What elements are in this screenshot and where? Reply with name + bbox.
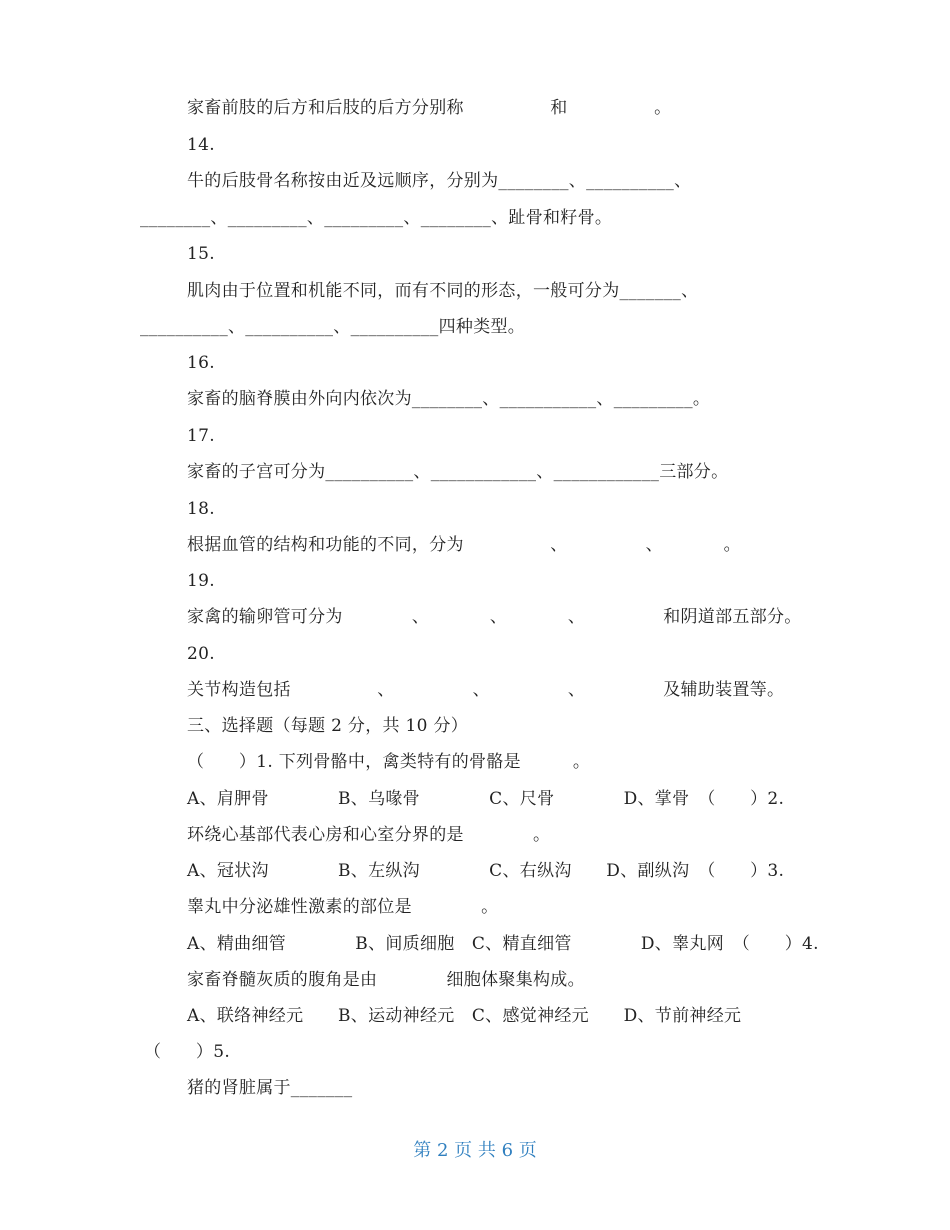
text-line: __________、__________、__________四种类型。	[140, 317, 526, 337]
choice-question: 环绕心基部代表心房和心室分界的是 。	[187, 825, 551, 845]
text-line: ________、_________、_________、________、趾骨和籽骨。	[140, 208, 613, 228]
question-number: 18.	[187, 499, 215, 519]
choice-options: A、联络神经元 B、运动神经元 C、感觉神经元 D、节前神经元	[187, 1006, 742, 1026]
question-number: 16.	[187, 353, 215, 373]
question-number: 20.	[187, 644, 215, 664]
choice-options: A、冠状沟 B、左纵沟 C、右纵沟 D、副纵沟 （ ）3.	[187, 861, 785, 881]
question-number: 19.	[187, 571, 215, 591]
text-line: 家畜的脑脊膜由外向内依次为________、___________、_________。	[187, 389, 711, 409]
choice-options: A、肩胛骨 B、乌喙骨 C、尺骨 D、掌骨 （ ）2.	[187, 789, 785, 809]
section-heading: 三、选择题（每题 2 分，共 10 分）	[187, 716, 469, 736]
question-number: 15.	[187, 244, 215, 264]
text-line: 家禽的输卵管可分为 、 、 、 和阴道部五部分。	[187, 607, 802, 627]
text-line: 根据血管的结构和功能的不同，分为 、 、 。	[187, 535, 741, 555]
choice-question: 猪的肾脏属于_______	[187, 1078, 353, 1098]
choice-options: A、精曲细管 B、间质细胞 C、精直细管 D、睾丸网 （ ）4.	[187, 934, 819, 954]
text-line: 家畜的子宫可分为__________、____________、____________三部分。	[187, 462, 729, 482]
text-line: 家畜前肢的后方和后肢的后方分别称 和 。	[187, 98, 672, 118]
choice-question: 睾丸中分泌雄性激素的部位是 。	[187, 897, 499, 917]
choice-question: 家畜脊髓灰质的腹角是由 细胞体聚集构成。	[187, 970, 585, 990]
question-number: 14.	[187, 135, 215, 155]
choice-question: （ ）1. 下列骨骼中，禽类特有的骨骼是 。	[187, 752, 591, 772]
question-number: 17.	[187, 426, 215, 446]
choice-number: （ ）5.	[144, 1042, 231, 1062]
text-line: 牛的后肢骨名称按由近及远顺序，分别为________、__________、	[187, 171, 692, 191]
page-footer: 第 2 页 共 6 页	[413, 1140, 537, 1161]
text-line: 肌肉由于位置和机能不同，而有不同的形态，一般可分为_______、	[187, 281, 699, 301]
text-line: 关节构造包括 、 、 、 及辅助装置等。	[187, 680, 785, 700]
